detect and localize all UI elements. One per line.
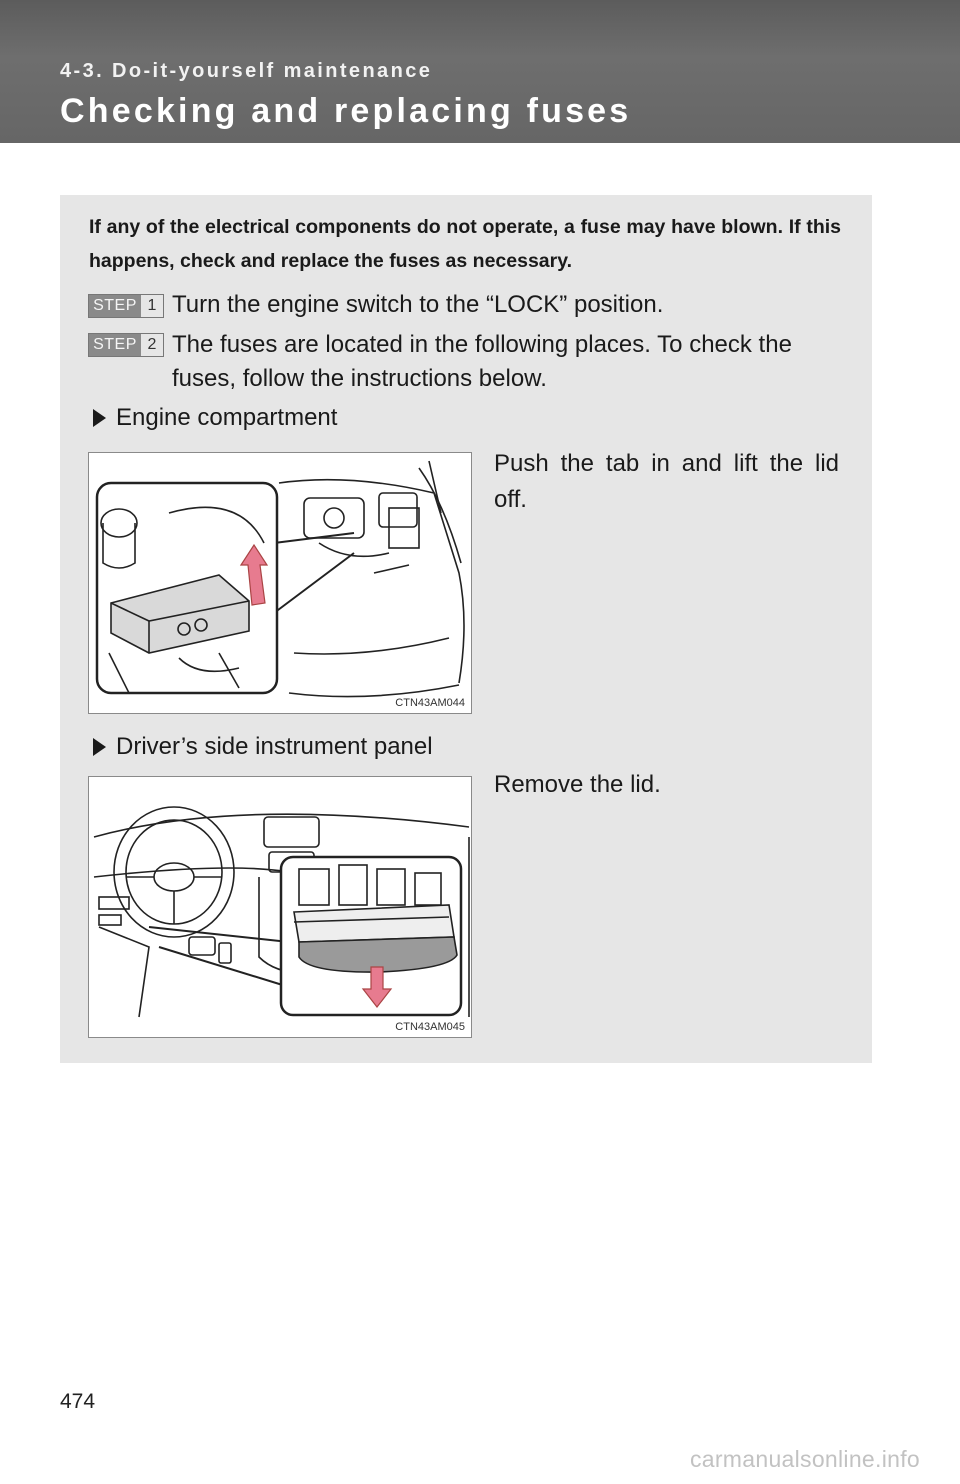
step-word: STEP: [89, 295, 141, 317]
page-title: Checking and replacing fuses: [60, 92, 632, 130]
instrument-panel-caption: Remove the lid.: [494, 771, 661, 798]
instrument-panel-illustration: [89, 777, 472, 1038]
figure-code: CTN43AM045: [395, 1021, 465, 1033]
intro-text: If any of the electrical components do not operate, a fuse may have blown. If this happens, check and replace the fuses as necessary.: [89, 216, 841, 272]
step-badge-1: [88, 294, 164, 318]
triangle-right-icon: [93, 409, 106, 427]
step-number: 2: [147, 336, 157, 353]
step-1-text: Turn the engine switch to the “LOCK” position.: [172, 291, 664, 318]
watermark: carmanualsonline.info: [689, 1446, 920, 1472]
location-heading-text: Engine compartment: [116, 404, 338, 431]
step-word: STEP: [89, 334, 141, 356]
step-2-text: The fuses are located in the following places. To check the: [172, 331, 792, 358]
step-number: 1: [147, 297, 157, 314]
page-header: [0, 0, 960, 143]
step-badge-2: [88, 333, 164, 357]
instrument-panel-figure: [88, 776, 472, 1038]
engine-caption: Push the tab in and lift the lid off.: [494, 450, 839, 513]
engine-fusebox-figure: [88, 452, 472, 714]
triangle-right-icon: [93, 738, 106, 756]
figure-code: CTN43AM044: [395, 697, 465, 709]
location-heading-instrument-panel: [93, 732, 433, 762]
page-number: 474: [60, 1390, 96, 1413]
location-heading-engine: [93, 403, 337, 433]
step-2-text-cont: fuses, follow the instructions below.: [172, 365, 547, 392]
section-label: 4-3. Do-it-yourself maintenance: [60, 60, 433, 82]
location-heading-text: Driver’s side instrument panel: [116, 733, 433, 760]
engine-compartment-illustration: [89, 453, 472, 714]
